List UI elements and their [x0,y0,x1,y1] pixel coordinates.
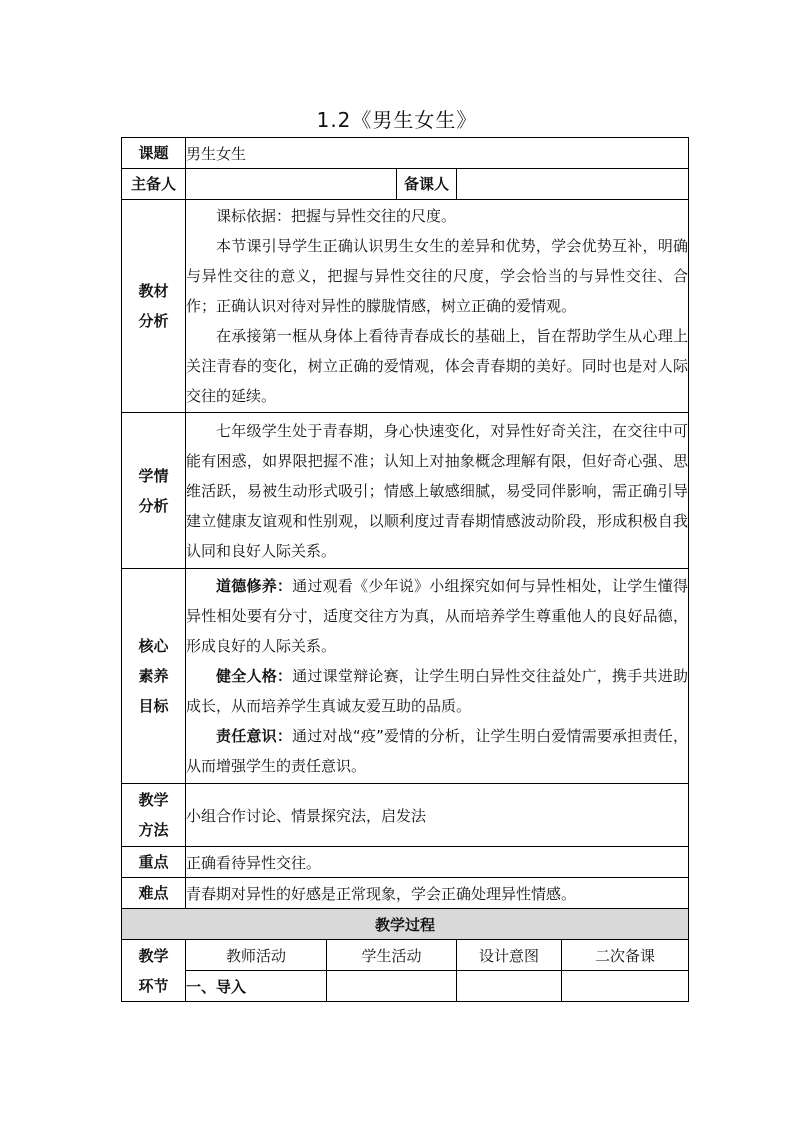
process-stage-1-student [327,971,457,1002]
process-stage-1-second [562,971,689,1002]
goal-item-2-text: 通过课堂辩论赛，让学生明白异性交往益处广，携手共进助成长，从而培养学生真诚友爱互助的品质。 [186,667,688,715]
preparer-value [186,169,397,200]
stage-label-text: 教学环节 [138,946,169,995]
col-teacher-activity: 教师活动 [186,940,327,971]
material-label-text: 教材分析 [138,282,169,330]
row-goals [122,569,689,784]
material-paragraph-3: 在承接第一框从身体上看待青春成长的基础上，旨在帮助学生从心理上关注青春的变化，树立正确的爱情观，体会青春期的美好。同时也是对人际交往的延续。 [186,327,688,405]
key-point-value: 正确看待异性交往。 [186,847,689,878]
col-student-activity: 学生活动 [327,940,457,971]
difficulty-value: 青春期对异性的好感是正常现象，学会正确处理异性情感。 [186,878,689,909]
goal-item-3 [186,721,688,781]
students-label [122,413,186,569]
row-material [122,200,689,413]
goal-item-3-head: 责任意识： [216,727,293,745]
row-method [122,784,689,847]
row-difficulty [122,878,689,909]
goal-item-1-head: 道德修养： [216,577,293,595]
key-point-label: 重点 [122,847,186,878]
row-key-point [122,847,689,878]
goal-item-1-text: 通过观看《少年说》小组探究如何与异性相处，让学生懂得异性相处要有分寸，适度交往方为真，从而培养学生尊重他人的良好品德，形成良好的人际关系。 [186,577,688,655]
row-preparer [122,169,689,200]
stage-label [122,940,186,1002]
material-label [122,200,186,413]
col-second-prep: 二次备课 [562,940,689,971]
method-label [122,784,186,847]
page-title: 1.2《男生女生》 [316,108,478,132]
row-process-first [122,971,689,1002]
topic-value: 男生女生 [186,138,689,169]
material-paragraph-2: 本节课引导学生正确认识男生女生的差异和优势，学会优势互补，明确与异性交往的意义，把握与异性交往的尺度，学会恰当的与异性交往、合作；正确认识对待对异性的朦胧情感，树立正确的爱情观。 [186,237,688,315]
method-label-text: 教学方法 [138,791,169,839]
co-preparer-label: 备课人 [397,169,457,200]
lesson-plan-table [121,137,689,1002]
goal-item-2-head: 健全人格： [216,667,293,685]
col-design-intent: 设计意图 [457,940,562,971]
material-paragraph-1: 课标依据：把握与异性交往的尺度。 [216,207,457,225]
students-content [186,413,689,569]
topic-label: 课题 [122,138,186,169]
row-topic [122,138,689,169]
students-paragraph-1: 七年级学生处于青春期，身心快速变化，对异性好奇关注，在交往中可能有困惑，如界限把握不准；认知上对抽象概念理解有限，但好奇心强、思维活跃，易被生动形式吸引；情感上敏感细腻，易受同伴影响，需正确引导建立健康友谊观和性别观，以顺利度过青春期情感波动阶段，形成积极自我认同和良好人际关系。 [186,421,688,560]
process-stage-1: 一、导入 [186,971,327,1002]
goals-label [122,569,186,784]
material-content [186,200,689,413]
method-value: 小组合作讨论、情景探究法，启发法 [186,784,689,847]
goals-content [186,569,689,784]
row-process-header [122,909,689,940]
process-header: 教学过程 [122,909,689,940]
difficulty-label: 难点 [122,878,186,909]
students-label-text: 学情分析 [138,466,169,515]
goal-item-2 [186,661,688,721]
row-students [122,413,689,569]
process-stage-1-intent [457,971,562,1002]
goals-label-text: 核心素养目标 [138,637,169,715]
goal-item-1 [186,571,688,661]
goal-item-3-text: 通过对战“疫”爱情的分析，让学生明白爱情需要承担责任，从而增强学生的责任意识。 [186,727,688,775]
co-preparer-value [457,169,689,200]
preparer-label: 主备人 [122,169,186,200]
row-process-columns [122,940,689,971]
